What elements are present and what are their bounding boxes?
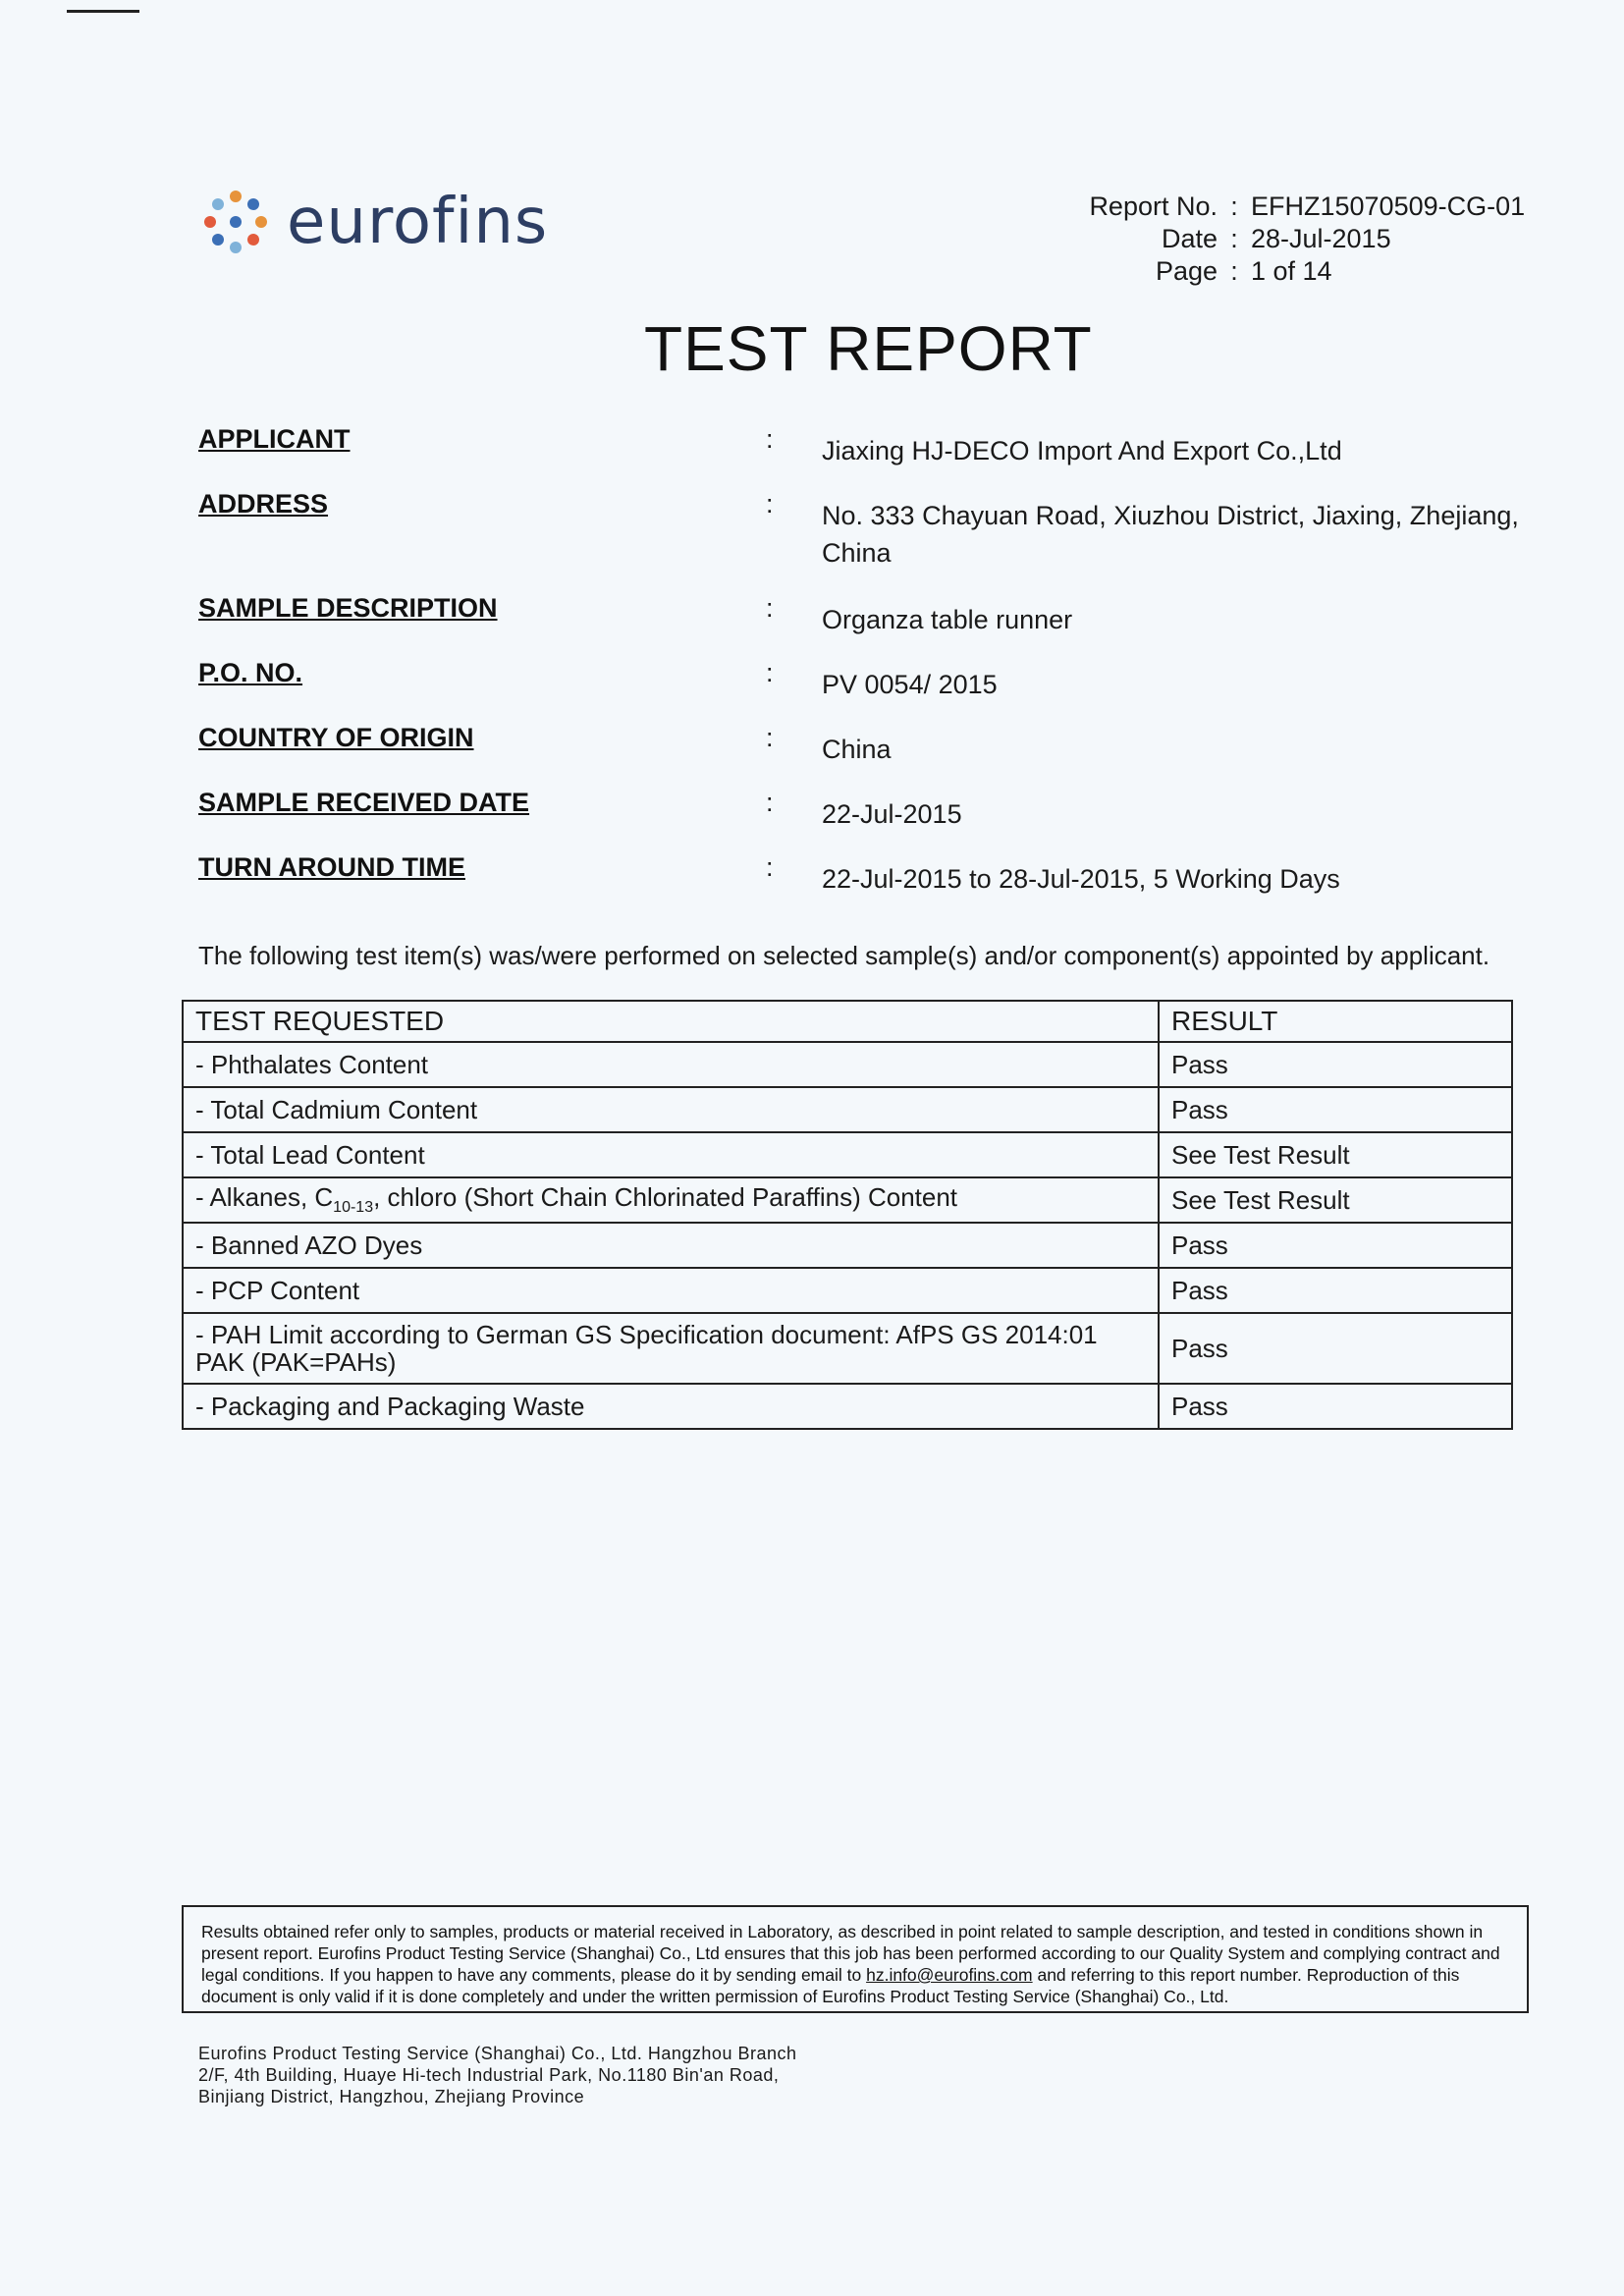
field-label: COUNTRY OF ORIGIN [198,723,474,752]
table-row [183,1313,1512,1384]
table-header: RESULT [1159,1001,1512,1042]
field-label: P.O. NO. [198,658,303,687]
test-name: - Phthalates Content [183,1042,1159,1087]
table-row [183,1177,1512,1223]
test-result: See Test Result [1159,1132,1512,1177]
field-label: SAMPLE RECEIVED DATE [198,788,530,817]
field-value: 22-Jul-2015 to 28-Jul-2015, 5 Working Days [822,864,1340,894]
address-line: Eurofins Product Testing Service (Shanghai) Co., Ltd. Hangzhou Branch [198,2044,797,2063]
disclaimer-box: Results obtained refer only to samples, products or material received in Laboratory, as described in point related to sample description, and tested in conditions shown in present report. Eurofins Product Testing Service (Shanghai) Co., Ltd ensures that this job has been performed according to our Quality System and complying contract and legal conditions. If you happen to have any comments, please do it by sending email to hz.info@eurofins.com and referring to this report number. Reproduction of this document is only valid if it is done completely and under the written permission of Eurofins Product Testing Service (Shanghai) Co., Ltd. [182,1905,1529,2013]
contact-email-link[interactable]: hz.info@eurofins.com [866,1965,1033,1985]
field-value: Jiaxing HJ-DECO Import And Export Co.,Ltd [822,436,1342,465]
footer-address [198,2043,797,2107]
logo-text: eurofins [287,186,549,258]
field-value: No. 333 Chayuan Road, Xiuzhou District, Jiaxing, Zhejiang, China [822,501,1519,568]
field-label: SAMPLE DESCRIPTION [198,593,498,623]
table-row [183,1132,1512,1177]
test-result: Pass [1159,1042,1512,1087]
meta-label: Date [1161,224,1218,253]
test-name: - PAH Limit according to German GS Specification document: AfPS GS 2014:01 PAK (PAK=PAHs) [183,1313,1159,1384]
test-name: - PCP Content [183,1268,1159,1313]
meta-row-page: Page : 1 of 14 [1021,255,1525,288]
scan-mark [67,10,139,13]
test-table [182,1000,1513,1430]
test-result: Pass [1159,1384,1512,1429]
field-label: APPLICANT [198,424,351,454]
address-line: Binjiang District, Hangzhou, Zhejiang Province [198,2087,585,2106]
field-value: Organza table runner [822,605,1073,634]
field-value: PV 0054/ 2015 [822,670,998,699]
meta-row-report-no: Report No. : EFHZ15070509-CG-01 [1021,191,1525,223]
test-result: Pass [1159,1313,1512,1384]
table-row [183,1223,1512,1268]
field-label: TURN AROUND TIME [198,852,465,882]
table-row [183,1384,1512,1429]
meta-label: Page [1155,256,1218,286]
eurofins-dots-icon [196,183,275,261]
test-result: Pass [1159,1268,1512,1313]
table-row [183,1087,1512,1132]
field-value: 22-Jul-2015 [822,799,962,829]
test-name: - Alkanes, $C_{10-13}$, chloro (Short Chain Chlorinated Paraffins) Content [183,1177,1159,1223]
test-name: - Total Cadmium Content [183,1087,1159,1132]
field-label: ADDRESS [198,489,329,519]
table-row [183,1268,1512,1313]
table-header: TEST REQUESTED [183,1001,1159,1042]
report-meta [1021,191,1525,288]
table-row [183,1042,1512,1087]
page-number: 1 of 14 [1251,256,1332,286]
test-name: - Banned AZO Dyes [183,1223,1159,1268]
test-result: Pass [1159,1087,1512,1132]
address-line: 2/F, 4th Building, Huaye Hi-tech Industrial Park, No.1180 Bin'an Road, [198,2065,780,2085]
intro-text: The following test item(s) was/were performed on selected sample(s) and/or component(s) appointed by applicant. [198,941,1490,970]
test-result: Pass [1159,1223,1512,1268]
table-header-row [183,1001,1512,1042]
eurofins-logo [196,183,548,261]
test-name: - Packaging and Packaging Waste [183,1384,1159,1429]
report-date: 28-Jul-2015 [1251,224,1391,253]
page-title: TEST REPORT [644,313,1093,384]
test-name: - Total Lead Content [183,1132,1159,1177]
report-number: EFHZ15070509-CG-01 [1251,191,1526,221]
meta-row-date: Date : 28-Jul-2015 [1021,223,1525,255]
test-result: See Test Result [1159,1177,1512,1223]
field-value: China [822,735,892,764]
meta-label: Report No. [1089,191,1218,221]
